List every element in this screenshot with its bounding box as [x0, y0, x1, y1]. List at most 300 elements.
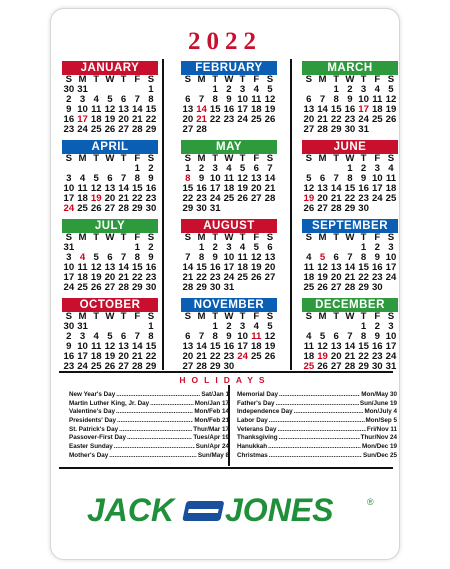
- day-cell: 13: [330, 262, 342, 274]
- weekday-header: W: [105, 153, 115, 164]
- empty-day-cell: [249, 283, 263, 293]
- holidays-list-left: [69, 391, 229, 461]
- weekday-header: M: [197, 311, 206, 322]
- day-cell: 10: [371, 173, 383, 185]
- day-cell: 22: [145, 351, 157, 363]
- day-cell: 21: [344, 272, 356, 284]
- day-cell: 7: [267, 163, 273, 175]
- day-cell: 13: [104, 183, 116, 195]
- day-cell: 17: [358, 104, 369, 116]
- day-cell: 26: [317, 282, 328, 294]
- month-name: NOVEMBER: [181, 298, 277, 312]
- day-cell: 11: [251, 331, 262, 343]
- day-cell: 23: [344, 114, 356, 126]
- day-cell: 20: [118, 351, 129, 363]
- day-cell: 24: [209, 193, 221, 205]
- holiday-name: Martin Luther King, Jr. Day: [69, 399, 150, 407]
- day-cell: 20: [182, 114, 194, 126]
- day-cell: 8: [212, 331, 218, 343]
- day-cell: 18: [250, 104, 262, 116]
- day-cell: 6: [306, 94, 312, 106]
- weekday-header: F: [253, 153, 260, 164]
- day-cell: 5: [239, 163, 246, 175]
- weekday-header: F: [253, 74, 260, 85]
- empty-day-cell: [249, 362, 263, 372]
- day-cell: 2: [360, 163, 367, 175]
- day-cell: 30: [371, 282, 383, 294]
- holiday-row: [69, 400, 229, 409]
- holiday-name: Hanukkah: [237, 443, 268, 451]
- day-cell: 7: [134, 331, 140, 343]
- day-cell: 10: [77, 104, 88, 116]
- day-cell: 3: [66, 173, 72, 185]
- day-cell: 19: [317, 351, 328, 363]
- day-cell: 17: [237, 341, 248, 353]
- month-name: SEPTEMBER: [302, 219, 398, 233]
- day-cell: 21: [182, 272, 194, 284]
- weekday-header: S: [305, 311, 313, 322]
- day-cell: 22: [196, 272, 207, 284]
- holiday-row: [69, 391, 229, 400]
- day-cell: 13: [118, 341, 129, 353]
- month-february: [181, 61, 277, 141]
- day-cell: 18: [90, 351, 102, 363]
- day-cell: 24: [385, 351, 397, 363]
- weekday-header: T: [360, 232, 367, 243]
- day-cell: 27: [182, 124, 194, 136]
- day-cell: 5: [93, 252, 99, 264]
- weekday-header: M: [197, 74, 206, 85]
- month-days-grid: [302, 75, 398, 136]
- day-cell: 11: [237, 252, 248, 264]
- weekday-header: T: [212, 232, 219, 243]
- day-cell: 29: [131, 282, 143, 294]
- holiday-name: Memorial Day: [237, 391, 278, 398]
- day-cell: 19: [90, 272, 102, 284]
- day-cell: 14: [330, 183, 342, 195]
- day-cell: 19: [237, 183, 248, 195]
- day-cell: 12: [303, 183, 315, 195]
- month-days-grid: [302, 154, 398, 215]
- day-cell: 31: [77, 84, 88, 96]
- day-cell: 12: [264, 94, 276, 106]
- day-cell: 29: [145, 124, 157, 136]
- day-cell: 14: [344, 262, 356, 274]
- day-cell: 5: [319, 331, 326, 343]
- day-cell: 21: [264, 183, 276, 195]
- day-cell: 12: [250, 252, 262, 264]
- day-cell: 10: [237, 94, 248, 106]
- day-cell: 30: [196, 203, 207, 215]
- day-cell: 27: [330, 361, 342, 373]
- holiday-leader-dots: [127, 434, 192, 443]
- holiday-leader-dots: [116, 391, 200, 400]
- day-cell: 22: [182, 193, 194, 205]
- month-name: JANUARY: [62, 61, 158, 75]
- day-cell: 1: [333, 84, 339, 96]
- weekday-header: F: [134, 74, 141, 85]
- month-october: [62, 298, 158, 378]
- day-cell: 29: [358, 361, 369, 373]
- weekday-header: W: [345, 311, 355, 322]
- day-cell: 3: [239, 84, 246, 96]
- month-june: [302, 140, 398, 220]
- holiday-date: Thur/Mar 17: [193, 425, 229, 433]
- day-cell: 27: [250, 193, 262, 205]
- weekday-header: F: [134, 153, 141, 164]
- month-name: APRIL: [62, 140, 158, 154]
- day-cell: 4: [93, 94, 99, 106]
- day-cell: 24: [77, 124, 88, 136]
- day-cell: 20: [264, 262, 276, 274]
- weekday-header: M: [318, 153, 327, 164]
- day-cell: 12: [317, 341, 328, 353]
- day-cell: 9: [198, 173, 205, 185]
- day-cell: 9: [347, 94, 353, 106]
- day-cell: 29: [330, 124, 342, 136]
- holiday-name: Veterans Day: [237, 425, 277, 433]
- day-cell: 17: [385, 341, 397, 353]
- holiday-name: Easter Sunday: [69, 443, 113, 451]
- holidays-title: HOLIDAYS: [179, 375, 271, 385]
- day-cell: 2: [148, 242, 154, 254]
- holiday-row: [237, 443, 397, 452]
- holiday-leader-dots: [150, 400, 194, 409]
- day-cell: 6: [333, 252, 339, 264]
- day-cell: 15: [330, 104, 342, 116]
- weekday-header: W: [105, 232, 115, 243]
- day-cell: 6: [253, 163, 259, 175]
- weekday-header: T: [360, 311, 367, 322]
- weekday-header: T: [120, 232, 127, 243]
- day-cell: 16: [145, 262, 157, 274]
- day-cell: 31: [77, 321, 88, 333]
- day-cell: 23: [209, 272, 221, 284]
- holiday-date: Sun/May 8: [197, 451, 229, 459]
- day-cell: 8: [360, 252, 367, 264]
- day-cell: 6: [267, 242, 273, 254]
- day-cell: 30: [63, 84, 75, 96]
- month-days-grid: [62, 154, 158, 215]
- weekday-header: T: [120, 74, 127, 85]
- weekday-header: T: [212, 311, 219, 322]
- day-cell: 6: [333, 331, 339, 343]
- month-name: MAY: [181, 140, 277, 154]
- day-cell: 31: [63, 242, 75, 254]
- day-cell: 30: [145, 282, 157, 294]
- day-cell: 28: [264, 193, 276, 205]
- holiday-row: [69, 452, 229, 461]
- holiday-leader-dots: [119, 426, 192, 435]
- day-cell: 6: [319, 173, 326, 185]
- day-cell: 1: [212, 321, 218, 333]
- empty-day-cell: [208, 125, 222, 135]
- day-cell: 3: [79, 331, 86, 343]
- holiday-date: Thur/Nov 24: [360, 434, 397, 442]
- weekday-header: S: [184, 311, 192, 322]
- weekday-header: M: [318, 311, 327, 322]
- weekday-header: W: [345, 232, 355, 243]
- day-cell: 10: [223, 252, 235, 264]
- day-cell: 17: [223, 262, 235, 274]
- day-cell: 1: [360, 321, 367, 333]
- month-name: JUNE: [302, 140, 398, 154]
- day-cell: 6: [185, 331, 191, 343]
- day-cell: 16: [63, 351, 75, 363]
- weekday-header: S: [266, 153, 274, 164]
- day-cell: 11: [251, 94, 262, 106]
- day-cell: 15: [209, 104, 221, 116]
- empty-day-cell: [249, 204, 263, 214]
- day-cell: 11: [303, 262, 314, 274]
- day-cell: 8: [212, 94, 218, 106]
- month-days-grid: [181, 233, 277, 294]
- day-cell: 8: [185, 173, 191, 185]
- logo-registered-mark: ®: [367, 497, 374, 507]
- day-cell: 21: [196, 351, 207, 363]
- holiday-row: [69, 408, 229, 417]
- brand-logo: [51, 489, 399, 534]
- day-cell: 6: [107, 173, 113, 185]
- holiday-leader-dots: [269, 417, 365, 426]
- holiday-name: Thanksgiving: [237, 434, 278, 442]
- day-cell: 7: [319, 94, 326, 106]
- day-cell: 25: [385, 193, 397, 205]
- weekday-header: T: [333, 232, 340, 243]
- day-cell: 2: [66, 94, 72, 106]
- day-cell: 23: [63, 361, 75, 373]
- holiday-leader-dots: [109, 452, 197, 461]
- holiday-leader-dots: [117, 417, 193, 426]
- day-cell: 25: [223, 193, 235, 205]
- day-cell: 6: [185, 94, 191, 106]
- day-cell: 20: [317, 193, 328, 205]
- weekday-header: S: [184, 232, 192, 243]
- empty-day-cell: [384, 204, 398, 214]
- day-cell: 1: [347, 163, 353, 175]
- day-cell: 14: [131, 341, 143, 353]
- day-cell: 26: [104, 361, 116, 373]
- day-cell: 20: [330, 351, 342, 363]
- day-cell: 21: [118, 272, 129, 284]
- day-cell: 19: [104, 351, 116, 363]
- day-cell: 16: [223, 104, 235, 116]
- weekday-header: S: [266, 311, 274, 322]
- weekday-header: S: [387, 74, 395, 85]
- day-cell: 4: [374, 84, 380, 96]
- day-cell: 23: [145, 272, 157, 284]
- day-cell: 13: [182, 341, 194, 353]
- day-cell: 13: [250, 173, 262, 185]
- day-cell: 23: [371, 351, 383, 363]
- weekday-header: T: [333, 74, 340, 85]
- day-cell: 1: [212, 84, 218, 96]
- day-cell: 27: [317, 203, 328, 215]
- holiday-date: Sat/Jan 1: [201, 391, 229, 398]
- day-cell: 13: [118, 104, 129, 116]
- calendar-card: [50, 8, 400, 560]
- holiday-name: Christmas: [237, 451, 268, 459]
- empty-day-cell: [370, 125, 384, 135]
- weekday-header: S: [305, 74, 313, 85]
- month-december: [302, 298, 398, 378]
- day-cell: 23: [371, 272, 383, 284]
- day-cell: 27: [303, 124, 315, 136]
- day-cell: 14: [264, 173, 276, 185]
- day-cell: 7: [198, 331, 205, 343]
- day-cell: 25: [371, 114, 383, 126]
- empty-day-cell: [236, 283, 250, 293]
- month-september: [302, 219, 398, 299]
- day-cell: 12: [264, 331, 276, 343]
- day-cell: 10: [358, 94, 369, 106]
- day-cell: 21: [131, 114, 143, 126]
- day-cell: 11: [91, 104, 102, 116]
- day-cell: 18: [77, 193, 88, 205]
- day-cell: 17: [385, 262, 397, 274]
- empty-day-cell: [370, 204, 384, 214]
- holiday-leader-dots: [116, 408, 193, 417]
- month-name: JULY: [62, 219, 158, 233]
- day-cell: 5: [306, 173, 312, 185]
- day-cell: 26: [385, 114, 397, 126]
- day-cell: 13: [182, 104, 194, 116]
- logo-text-right: JONES: [225, 492, 334, 528]
- day-cell: 3: [388, 321, 394, 333]
- day-cell: 21: [317, 114, 328, 126]
- weekday-header: T: [239, 74, 246, 85]
- day-cell: 21: [330, 193, 342, 205]
- weekday-header: T: [333, 311, 340, 322]
- holiday-name: New Year's Day: [69, 391, 116, 398]
- day-cell: 22: [358, 351, 369, 363]
- weekday-header: S: [65, 153, 73, 164]
- day-cell: 3: [388, 242, 394, 254]
- day-cell: 27: [330, 282, 342, 294]
- day-cell: 9: [212, 252, 218, 264]
- day-cell: 29: [196, 282, 207, 294]
- day-cell: 8: [148, 94, 154, 106]
- day-cell: 5: [267, 84, 273, 96]
- day-cell: 10: [77, 341, 88, 353]
- holiday-row: [237, 426, 397, 435]
- empty-day-cell: [222, 125, 236, 135]
- day-cell: 8: [333, 94, 339, 106]
- weekday-header: S: [65, 311, 73, 322]
- day-cell: 26: [90, 203, 102, 215]
- column-divider: [162, 59, 164, 370]
- day-cell: 3: [212, 163, 218, 175]
- day-cell: 24: [77, 361, 88, 373]
- day-cell: 30: [223, 361, 235, 373]
- day-cell: 19: [303, 193, 315, 205]
- calendar-year: 2022: [188, 28, 262, 55]
- day-cell: 26: [237, 193, 248, 205]
- day-cell: 25: [77, 282, 88, 294]
- day-cell: 23: [196, 193, 207, 205]
- weekday-header: W: [345, 153, 355, 164]
- day-cell: 4: [226, 163, 232, 175]
- day-cell: 4: [253, 321, 259, 333]
- holiday-date: Mon/July 4: [364, 408, 397, 416]
- month-days-grid: [302, 312, 398, 373]
- day-cell: 23: [223, 114, 235, 126]
- day-cell: 5: [253, 242, 259, 254]
- empty-day-cell: [236, 204, 250, 214]
- day-cell: 15: [131, 262, 143, 274]
- day-cell: 24: [385, 272, 397, 284]
- day-cell: 30: [358, 203, 369, 215]
- day-cell: 1: [148, 84, 154, 96]
- day-cell: 10: [385, 331, 397, 343]
- day-cell: 24: [237, 114, 248, 126]
- day-cell: 4: [306, 331, 312, 343]
- holiday-row: [237, 434, 397, 443]
- day-cell: 14: [196, 104, 207, 116]
- day-cell: 5: [388, 84, 394, 96]
- logo-card-icon: [182, 501, 224, 521]
- day-cell: 2: [374, 321, 380, 333]
- weekday-header: S: [147, 153, 155, 164]
- day-cell: 18: [303, 351, 315, 363]
- holiday-name: St. Patrick's Day: [69, 425, 119, 433]
- day-cell: 11: [303, 341, 314, 353]
- day-cell: 10: [63, 262, 75, 274]
- month-july: [62, 219, 158, 299]
- weekday-header: W: [105, 74, 115, 85]
- day-cell: 20: [250, 183, 262, 195]
- month-january: [62, 61, 158, 141]
- day-cell: 31: [209, 203, 221, 215]
- day-cell: 28: [317, 124, 328, 136]
- day-cell: 17: [77, 351, 88, 363]
- day-cell: 10: [63, 183, 75, 195]
- day-cell: 10: [209, 173, 221, 185]
- day-cell: 3: [66, 252, 72, 264]
- weekday-header: M: [78, 153, 87, 164]
- day-cell: 22: [131, 272, 143, 284]
- holiday-row: [237, 400, 397, 409]
- holiday-date: Tues/Apr 19: [193, 434, 229, 442]
- day-cell: 20: [303, 114, 315, 126]
- day-cell: 13: [317, 183, 328, 195]
- empty-day-cell: [263, 283, 277, 293]
- weekday-header: T: [212, 153, 219, 164]
- day-cell: 16: [209, 262, 221, 274]
- weekday-header: T: [120, 153, 127, 164]
- day-cell: 7: [120, 252, 127, 264]
- day-cell: 15: [131, 183, 143, 195]
- empty-day-cell: [384, 283, 398, 293]
- day-cell: 4: [93, 331, 99, 343]
- day-cell: 9: [148, 173, 154, 185]
- holiday-row: [69, 434, 229, 443]
- day-cell: 22: [209, 114, 221, 126]
- day-cell: 16: [223, 341, 235, 353]
- month-days-grid: [62, 233, 158, 294]
- month-name: FEBRUARY: [181, 61, 277, 75]
- day-cell: 7: [198, 94, 205, 106]
- holiday-row: [69, 417, 229, 426]
- empty-day-cell: [236, 362, 250, 372]
- weekday-header: W: [224, 311, 234, 322]
- day-cell: 25: [90, 361, 102, 373]
- day-cell: 9: [374, 331, 380, 343]
- day-cell: 30: [371, 361, 383, 373]
- weekday-header: W: [224, 74, 234, 85]
- day-cell: 24: [371, 193, 383, 205]
- day-cell: 13: [104, 262, 116, 274]
